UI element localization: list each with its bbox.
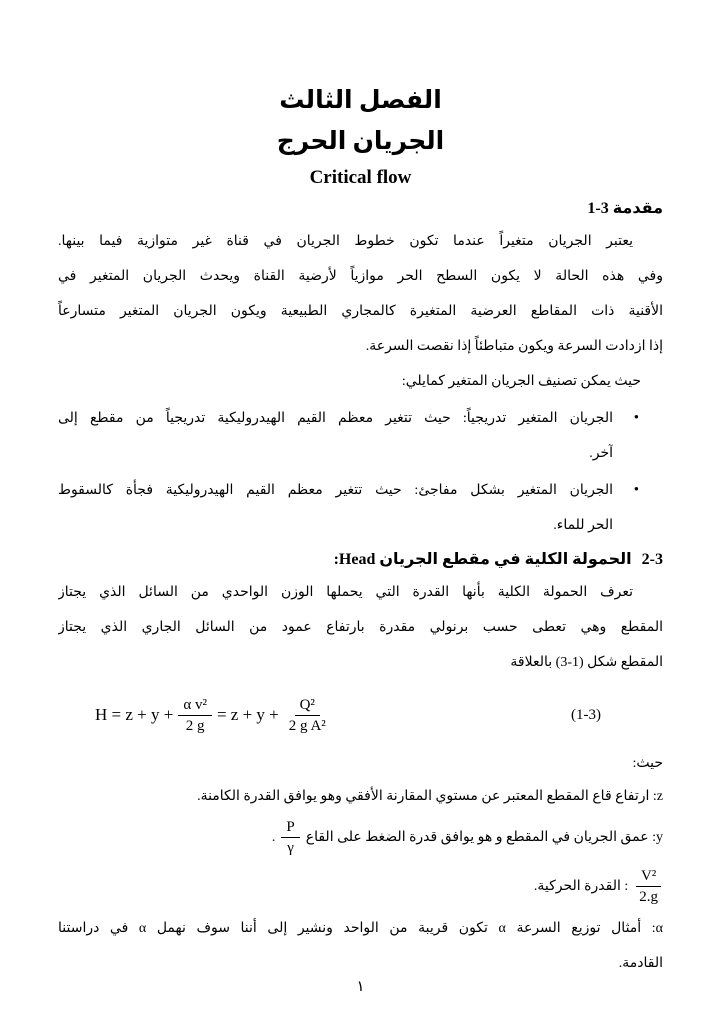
list-item [58, 473, 639, 543]
fraction-numerator: P [281, 817, 299, 838]
list-item-line: الحر للماء. [553, 518, 613, 533]
definition-kinetic-text: : القدرة الحركية. [533, 878, 629, 894]
equation-lead: H = z + y + [95, 705, 174, 724]
section-2-title: الحمولة الكلية في مقطع الجريان Head: [333, 551, 632, 568]
english-title: Critical flow [309, 167, 412, 188]
equation-mid: = z + y + [216, 705, 279, 724]
flow-types-list [58, 401, 663, 543]
section-2-heading [58, 545, 663, 575]
definition-alpha-line: α: أمثال توزيع السرعة α تكون قريبة من الواحد ونشير إلى أننا سوف نهمل α في دراستنا [58, 921, 663, 936]
classification-intro-line: حيث يمكن تصنيف الجريان المتغير كمايلي: [401, 374, 641, 389]
fraction-p-over-gamma [281, 817, 299, 858]
fraction-denominator: γ [287, 840, 294, 856]
fraction-denominator: 2 g A² [288, 717, 326, 734]
list-item-line: الجريان المتغير تدريجياً: حيث تتغير معظم القيم الهيدروليكية تدريجياً من مقطع إلى [58, 411, 613, 426]
bullet-marker: • [633, 410, 639, 426]
definition-y-text: y: عمق الجريان في المقطع و هو يوافق قدرة الضغط على القاع [305, 829, 663, 845]
list-item [58, 401, 639, 471]
definition-z: z: ارتفاع قاع المقطع المعتبر عن مستوي المقارنة الأفقي وهو يوافق القدرة الكامنة. [197, 789, 663, 804]
fraction-numerator: α v² [178, 695, 212, 716]
fraction-denominator: 2 g [185, 717, 205, 734]
head-definition-paragraph [58, 575, 663, 680]
paragraph-line: المقطع وهي تعطى حسب برنولي مقدرة بارتفاع عمود من السائل الجاري الذي يجتاز [58, 620, 663, 635]
paragraph-line: وفي هذه الحالة لا يكون السطح الحر موازياً لأرضية القناة ويحدث الجريان المتغير في [58, 269, 663, 284]
definition-kinetic-energy [58, 862, 663, 911]
fraction-v2-over-2g [634, 866, 663, 907]
fraction-numerator: Q² [295, 695, 320, 716]
equation-row [58, 680, 663, 748]
paragraph-line: الأقنية ذات المقاطع العرضية المتغيرة كالمجاري الطبيعية ويكون الجريان المتغير متسارعاً [58, 304, 663, 319]
definition-alpha-line: القادمة. [618, 956, 663, 971]
page-number: ١ [356, 979, 365, 995]
fraction-alpha-v2-over-2g [178, 695, 212, 736]
paragraph-line: يعتبر الجريان متغيراً عندما تكون خطوط الجريان في قناة غير متوازية فيما بينها. [58, 234, 633, 249]
definition-y [58, 813, 663, 862]
list-item-line: آخر. [589, 446, 613, 461]
chapter-title: الفصل الثالث [279, 87, 442, 114]
total-head-equation [90, 695, 331, 736]
list-item-line: الجريان المتغير بشكل مفاجئ: حيث تتغير معظم القيم الهيدروليكية فجأة كالسقوط [58, 483, 613, 498]
document-title: الجريان الحرج [276, 128, 445, 155]
paragraph-line: المقطع شكل (1-3) بالعلاقة [510, 655, 663, 670]
where-label: حيث: [632, 756, 663, 771]
fraction-q2-over-2ga2 [284, 695, 331, 736]
section-2-number: 2-3 [641, 551, 663, 568]
bullet-marker: • [633, 482, 639, 498]
fraction-numerator: V² [636, 866, 661, 887]
section-1-heading: 1-3 مقدمة [587, 200, 663, 217]
definition-y-period: . [271, 829, 276, 845]
paragraph-line: إذا ازدادت السرعة ويكون متباطئاً إذا نقصت السرعة. [365, 339, 663, 354]
intro-paragraph [58, 224, 663, 364]
definition-alpha [58, 911, 663, 981]
fraction-denominator: 2.g [639, 889, 658, 905]
equation-number: (1-3) [571, 706, 601, 723]
paragraph-line: تعرف الحمولة الكلية بأنها القدرة التي يحملها الوزن الواحدي من السائل الذي يجتاز [58, 585, 633, 600]
